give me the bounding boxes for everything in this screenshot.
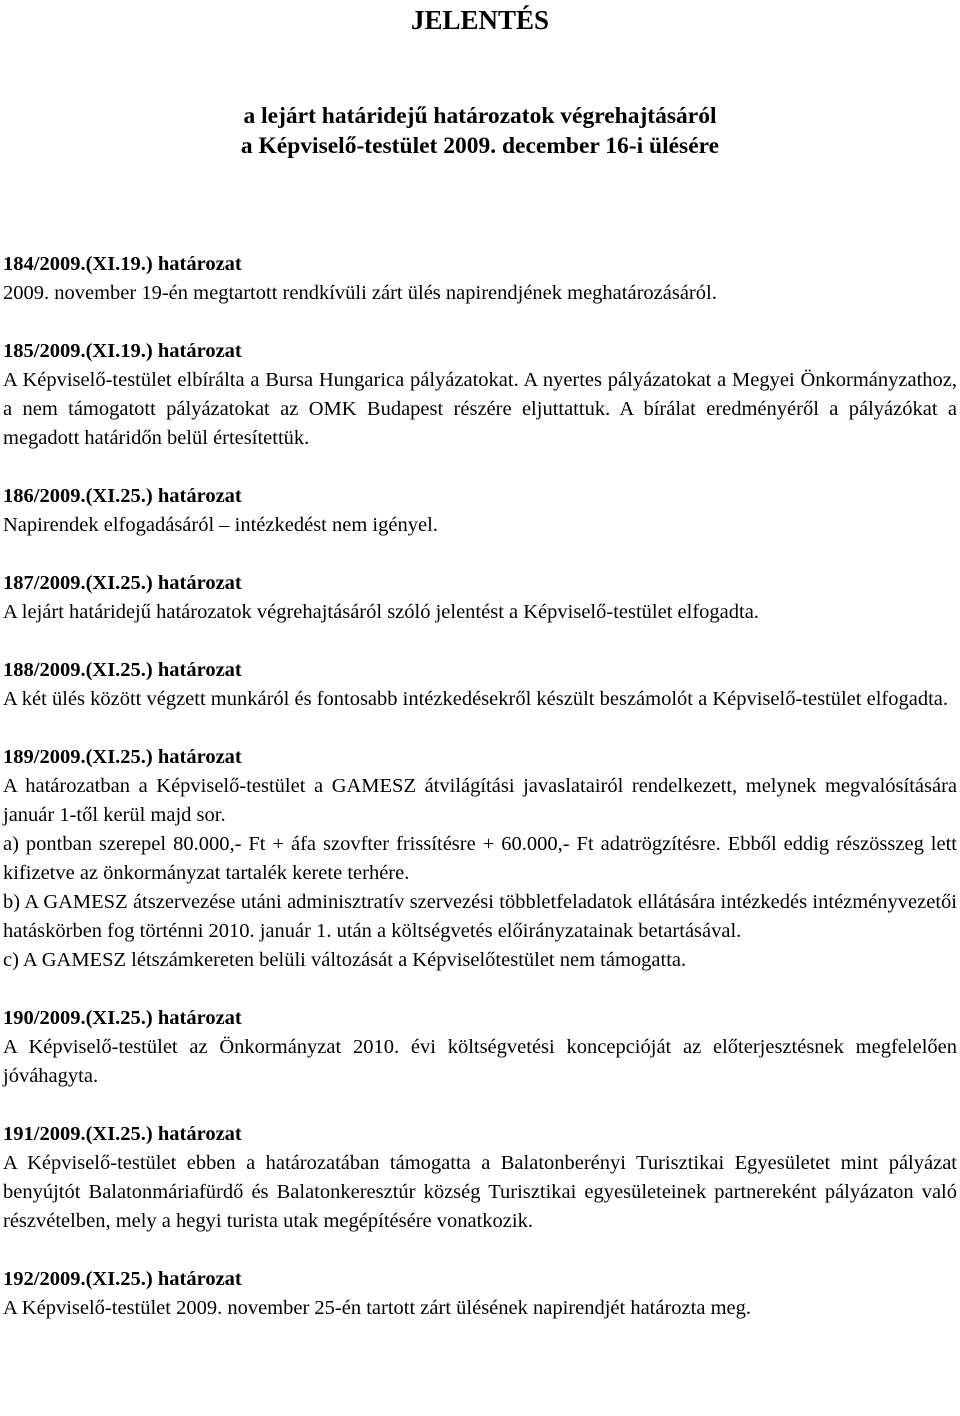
resolution-heading: 189/2009.(XI.25.) határozat <box>3 746 242 768</box>
resolution-184 <box>3 250 957 308</box>
resolution-text: A határozatban a Képviselő-testület a GAMESZ átvilágítási javaslatairól rendelkezett, melynek megvalósítására január 1-től kerül majd sor. <box>3 775 957 826</box>
resolution-heading: 187/2009.(XI.25.) határozat <box>3 572 242 594</box>
resolution-heading: 190/2009.(XI.25.) határozat <box>3 1007 242 1029</box>
resolution-188 <box>3 656 957 714</box>
resolution-heading: 184/2009.(XI.19.) határozat <box>3 253 242 275</box>
document-title: JELENTÉS <box>410 5 550 35</box>
resolution-text: A Képviselő-testület az Önkormányzat 2010. évi költségvetési koncepcióját az előterjesztésnek megfelelően jóváhagyta. <box>3 1036 957 1087</box>
document-subtitle-line1: a lejárt határidejű határozatok végrehajtásáról <box>243 103 717 129</box>
resolution-text: Napirendek elfogadásáról – intézkedést nem igényel. <box>3 514 438 536</box>
resolution-text: A Képviselő-testület ebben a határozatában támogatta a Balatonberényi Turisztikai Egyesületet mint pályázat benyújtót Balatonmáriafürdő és Balatonkeresztúr község Turisztikai egyesületeinek partnereként pályázaton való részvételben, mely a hegyi turista utak megépítésére vonatkozik. <box>3 1152 957 1232</box>
resolution-192 <box>3 1265 957 1323</box>
resolution-point-c: c) A GAMESZ létszámkereten belüli változását a Képviselőtestület nem támogatta. <box>3 949 687 971</box>
resolution-190 <box>3 1004 957 1091</box>
resolution-189 <box>3 743 957 975</box>
resolution-point-a: a) pontban szerepel 80.000,- Ft + áfa szovfter frissítésre + 60.000,- Ft adatrögzítésre. Ebből eddig részösszeg lett kifizetve az önkormányzat tartalék kerete terhére. <box>3 833 957 884</box>
resolution-187 <box>3 569 957 627</box>
resolution-heading: 192/2009.(XI.25.) határozat <box>3 1268 242 1290</box>
resolution-186 <box>3 482 957 540</box>
resolution-text: A Képviselő-testület 2009. november 25-én tartott zárt ülésének napirendjét határozta meg. <box>3 1297 751 1319</box>
resolution-191 <box>3 1120 957 1236</box>
resolution-heading: 188/2009.(XI.25.) határozat <box>3 659 242 681</box>
resolution-text: A lejárt határidejű határozatok végrehajtásáról szóló jelentést a Képviselő-testület elfogadta. <box>3 601 759 623</box>
resolution-heading: 191/2009.(XI.25.) határozat <box>3 1123 242 1145</box>
resolution-text: 2009. november 19-én megtartott rendkívüli zárt ülés napirendjének meghatározásáról. <box>3 282 717 304</box>
resolution-heading: 185/2009.(XI.19.) határozat <box>3 340 242 362</box>
document-subtitle-line2: a Képviselő-testület 2009. december 16-i ülésére <box>240 133 720 159</box>
resolution-text: A két ülés között végzett munkáról és fontosabb intézkedésekről készült beszámolót a Képviselő-testület elfogadta. <box>3 688 948 710</box>
resolution-heading: 186/2009.(XI.25.) határozat <box>3 485 242 507</box>
resolution-185 <box>3 337 957 453</box>
resolution-point-b: b) A GAMESZ átszervezése utáni adminisztratív szervezési többletfeladatok ellátására intézkedés intézményvezetői hatáskörben fog történni 2010. január 1. után a költségvetés előirányzatainak betartásával. <box>3 891 957 942</box>
resolutions-list <box>3 250 957 1352</box>
resolution-text: A Képviselő-testület elbírálta a Bursa Hungarica pályázatokat. A nyertes pályázatokat a Megyei Önkormányzathoz, a nem támogatott pályázatokat az OMK Budapest részére eljuttattuk. A bírálat eredményéről a pályázókat a megadott határidőn belül értesítettük. <box>3 369 957 449</box>
